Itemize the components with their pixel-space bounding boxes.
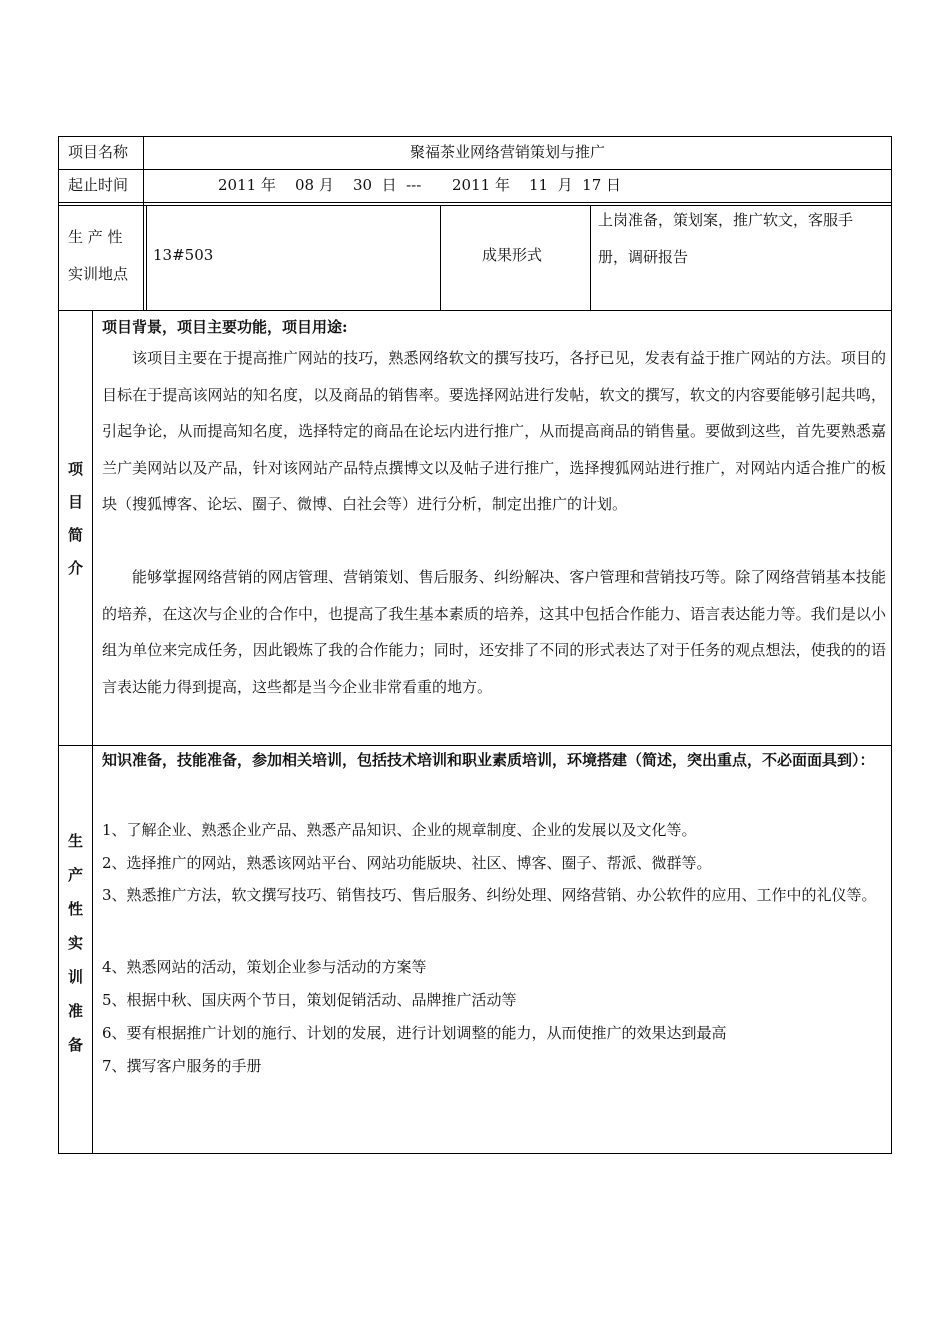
col-divider-label [143, 136, 144, 311]
intro-side-char: 简 [67, 526, 83, 544]
col-divider-result [590, 205, 591, 311]
prep-side-char: 生 [67, 832, 83, 850]
project-name-value: 聚福茶业网络营销策划与推广 [410, 143, 606, 161]
prep-item: 3、熟悉推广方法，软文撰写技巧、销售技巧、售后服务、纠纷处理、网络营销、办公软件的应用、工作中的礼仪等。 [102, 886, 877, 904]
result-label: 成果形式 [482, 246, 543, 264]
location-value: 13#503 [153, 246, 214, 264]
period-end: 2011 年 11 月 17 日 [452, 176, 622, 194]
prep-side-char: 性 [67, 900, 83, 918]
location-label-line2: 实训地点 [68, 265, 129, 283]
row-divider-3 [58, 205, 892, 206]
prep-side-char: 备 [67, 1036, 83, 1054]
period-label: 起止时间 [68, 176, 129, 194]
row-divider-2 [58, 202, 892, 203]
prep-side-char: 产 [67, 866, 83, 884]
col-divider-location [440, 205, 441, 311]
prep-side-label [59, 830, 92, 1068]
col-divider-label-inner [146, 205, 147, 311]
intro-side-char: 介 [67, 559, 83, 577]
table-border-right [891, 136, 892, 1154]
project-name-label: 项目名称 [68, 143, 129, 161]
row-divider-4 [58, 310, 892, 311]
location-label-line1: 生 产 性 [68, 228, 123, 246]
prep-item: 7、撰写客户服务的手册 [102, 1057, 262, 1075]
table-border-top [58, 136, 892, 137]
prep-item: 1、了解企业、熟悉企业产品、熟悉产品知识、企业的规章制度、企业的发展以及文化等。 [102, 821, 697, 839]
prep-side-char: 训 [67, 968, 83, 986]
row-divider-1 [58, 169, 892, 170]
intro-side-char: 目 [67, 493, 83, 511]
prep-side-char: 实 [67, 934, 83, 952]
prep-item: 4、熟悉网站的活动，策划企业参与活动的方案等 [102, 958, 427, 976]
col-divider-side [92, 310, 93, 1154]
prep-heading: 知识准备，技能准备，参加相关培训，包括技术培训和职业素质培训，环境搭建（简述，突出重点，不必面面具到）： [102, 751, 875, 769]
intro-paragraph-2: 能够掌握网络营销的网店管理、营销策划、售后服务、纠纷解决、客户管理和营销技巧等。除了网络营销基本技能的培养，在这次与企业的合作中，也提高了我生基本素质的培养，这其中包括合作能力、语言表达能力等。我们是以小组为单位来完成任务，因此锻炼了我的合作能力；同时，还安排了不同的形式表达了对于任务的观点想法，使我的的语言表达能力得到提高，这些都是当今企业非常看重的地方。 [102, 568, 886, 696]
prep-side-char: 准 [67, 1002, 83, 1020]
prep-item: 6、要有根据推广计划的施行、计划的发展，进行计划调整的能力，从而使推广的效果达到最高 [102, 1024, 727, 1042]
intro-paragraph-1: 该项目主要在于提高推广网站的技巧，熟悉网络软文的撰写技巧，各抒已见，发表有益于推广网站的方法。项目的目标在于提高该网站的知名度，以及商品的销售率。要选择网站进行发帖，软文的撰写，软文的内容要能够引起共鸣，引起争论，从而提高知名度，选择特定的商品在论坛内进行推广，从而提高商品的销售量。要做到这些，首先要熟悉嘉兰广美网站以及产品，针对该网站产品特点撰博文以及帖子进行推广，选择搜狐网站进行推广，对网站内适合推广的板块（搜狐博客、论坛、圈子、微博、白社会等）进行分析，制定出推广的计划。 [102, 349, 886, 513]
prep-item: 2、选择推广的网站，熟悉该网站平台、网站功能版块、社区、博客、圈子、帮派、微群等。 [102, 854, 712, 872]
result-value-line2: 册，调研报告 [598, 248, 689, 266]
intro-side-label [59, 458, 92, 590]
intro-side-char: 项 [67, 460, 83, 478]
result-value-line1: 上岗准备，策划案，推广软文，客服手 [598, 211, 854, 229]
table-border-bottom [58, 1153, 892, 1154]
intro-heading: 项目背景，项目主要功能，项目用途: [102, 318, 348, 336]
period-start: 2011 年 08 月 30 日 --- [218, 176, 422, 194]
prep-item: 5、根据中秋、国庆两个节日，策划促销活动、品牌推广活动等 [102, 991, 517, 1009]
